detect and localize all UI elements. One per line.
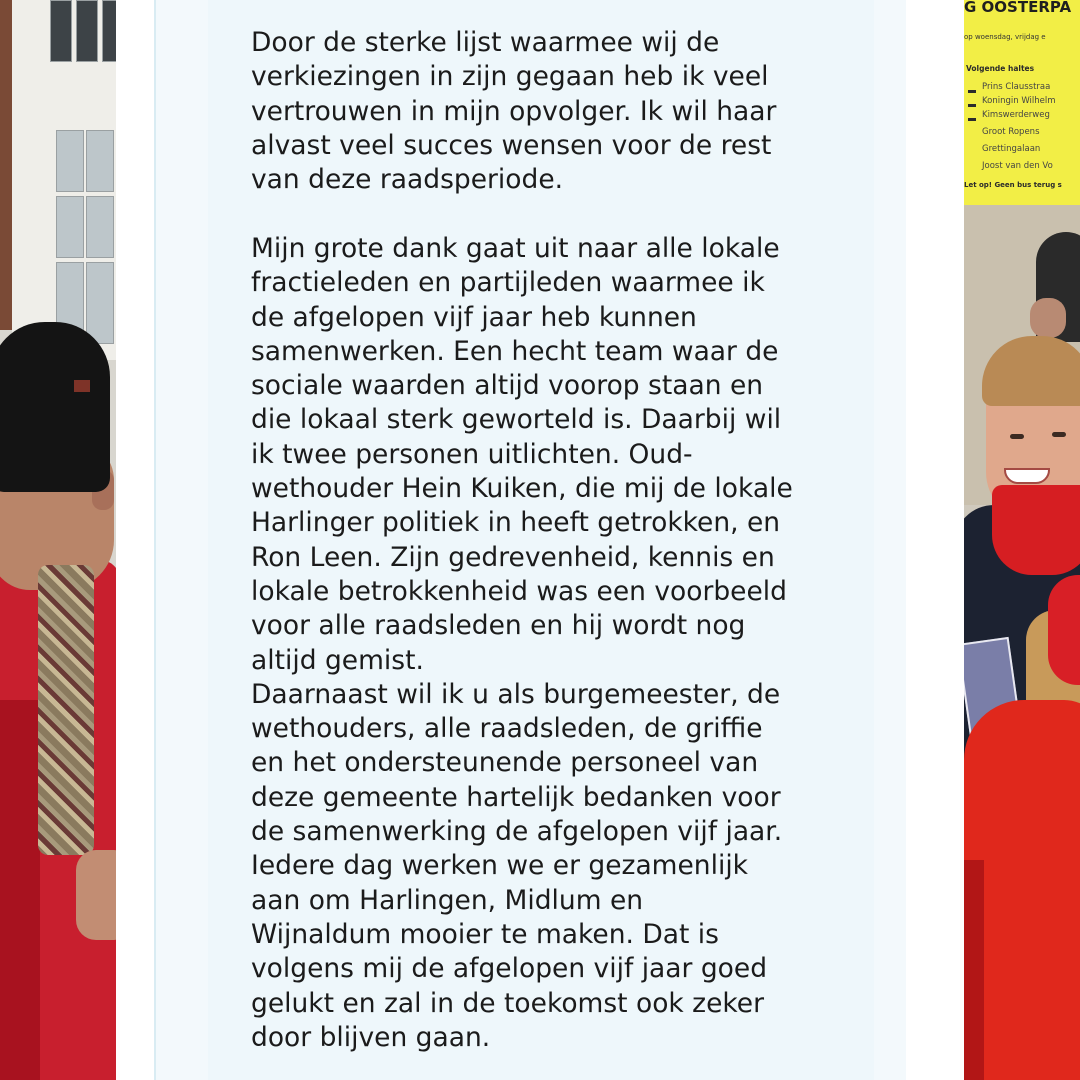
frame-right-border (906, 0, 964, 1080)
beanie-label (74, 380, 90, 392)
sign-stop: Prins Clausstraa (982, 82, 1051, 92)
bullet-icon (968, 118, 976, 121)
jacket-shadow (0, 700, 40, 1080)
bullet-icon (968, 90, 976, 93)
window-pane (86, 262, 114, 344)
sign-stops-heading: Volgende haltes (966, 64, 1035, 73)
sign-stop: Koningin Wilhelm (982, 96, 1056, 106)
sign-stop: Groot Ropens (982, 127, 1040, 137)
red-knit-hat (1048, 575, 1080, 685)
black-beanie (0, 322, 110, 492)
paragraph-successor: Door de sterke lijst waarmee wij de verkiezingen in zijn gegaan heb ik veel vertrouwen in mijn opvolger. Ik wil haar alvast veel succes wensen voor de rest van deze raadsperiode. (251, 27, 777, 196)
frame-left-border (116, 0, 156, 1080)
window-pane (56, 196, 84, 258)
frame-divider (154, 0, 156, 1080)
bullet-icon (968, 104, 976, 107)
sign-title: G OOSTERPA (964, 0, 1072, 16)
window-pane (102, 0, 116, 62)
hand (76, 850, 116, 940)
window-pane (76, 0, 98, 62)
frame-right-inner (874, 0, 906, 1080)
sign-stop: Kimswerderweg (982, 110, 1050, 120)
sign-stop: Grettingalaan (982, 144, 1041, 154)
background-person (1030, 298, 1066, 338)
smile (1004, 468, 1050, 484)
window-pane (56, 130, 84, 192)
right-photo-red-scarf-campaigners (964, 0, 1080, 1080)
text-panel (208, 0, 874, 1080)
bus-stop-sign (964, 0, 1080, 205)
sign-stop: Joost van den Vo (982, 161, 1053, 171)
coat-shadow (964, 860, 984, 1080)
paragraph-thanks: Mijn grote dank gaat uit naar alle lokale fractieleden en partijleden waarmee ik de afgelopen vijf jaar heb kunnen samenwerken. Een hecht team waar de sociale waarden altijd voorop staan en die lokaal sterk geworteld is. Daarbij wil ik twee personen uitlichten. Oud- wethouder Hein Kuiken, die mij de lokale Harlinger politiek in heeft getrokken, en Ron Leen. Zijn gedrevenheid, kennis en lokale betrokkenheid was een voorbeeld voor alle raadsleden en hij wordt nog altijd gemist. Daarnaast wil ik u als burgemeester, de wethouders, alle raadsleden, de griffie en het ondersteunende personeel van deze gemeente hartelijk bedanken voor de samenwerking de afgelopen vijf jaar. Iedere dag werken we er gezamenlijk aan om Harlingen, Midlum en Wijnaldum mooier te maken. Dat is volgens mij de afgelopen vijf jaar goed gelukt en zal in de toekomst ook zeker door blijven gaan. (251, 233, 793, 1053)
window (12, 0, 116, 360)
sign-subtitle: op woensdag, vrijdag e (964, 33, 1046, 41)
eye (1052, 432, 1066, 437)
window-pane (86, 130, 114, 192)
eye (1010, 434, 1024, 439)
window-pane (50, 0, 72, 62)
plaid-scarf (38, 565, 94, 855)
brick-wall (0, 0, 12, 330)
frame-left-inner (156, 0, 208, 1080)
window-pane (86, 196, 114, 258)
red-scarf (992, 485, 1080, 575)
sign-footer: Let op! Geen bus terug s (964, 181, 1062, 189)
left-photo-man-black-beanie (0, 0, 116, 1080)
